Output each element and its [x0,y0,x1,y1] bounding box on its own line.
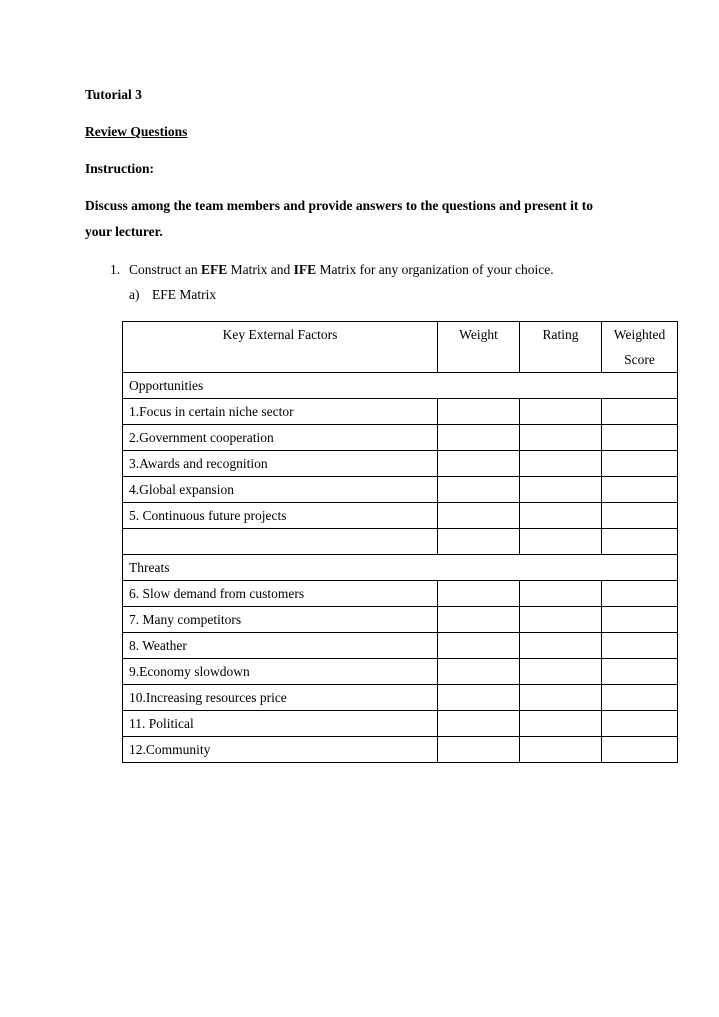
weight-cell[interactable] [438,736,520,762]
header-weighted-score-line1: Weighted [613,327,666,342]
question-text-part: Matrix for any organization of your choice. [316,262,554,277]
instruction-text-line2: your lecturer. [85,224,163,239]
weighted-score-cell[interactable] [602,684,678,710]
factor-cell: 12.Community [123,736,438,762]
rating-cell[interactable] [520,658,602,684]
weight-cell[interactable] [438,710,520,736]
factor-cell: 9.Economy slowdown [123,658,438,684]
question-number: 1. [110,262,121,277]
table-row [123,710,678,736]
rating-cell[interactable] [520,451,602,477]
table-row [123,503,678,529]
weight-cell[interactable] [438,399,520,425]
rating-cell[interactable] [520,632,602,658]
weighted-score-cell[interactable] [602,710,678,736]
weight-cell[interactable] [438,477,520,503]
subquestion-a [129,287,216,303]
factor-cell: 7. Many competitors [123,606,438,632]
rating-cell[interactable] [520,736,602,762]
rating-cell[interactable] [520,425,602,451]
weighted-score-cell[interactable] [602,477,678,503]
weight-cell[interactable] [438,503,520,529]
factor-cell: 6. Slow demand from customers [123,580,438,606]
tutorial-title: Tutorial 3 [85,87,142,102]
instruction-text-line1: Discuss among the team members and provide answers to the questions and present it to [85,198,594,213]
rating-cell[interactable] [520,477,602,503]
subquestion-letter: a) [129,287,140,302]
table-row [123,477,678,503]
rating-cell[interactable] [520,684,602,710]
weighted-score-cell[interactable] [602,529,678,555]
question-text-part: Construct an [129,262,201,277]
weight-cell[interactable] [438,425,520,451]
weight-cell[interactable] [438,451,520,477]
weighted-score-cell[interactable] [602,580,678,606]
weighted-score-cell[interactable] [602,399,678,425]
rating-cell[interactable] [520,710,602,736]
factor-cell: 10.Increasing resources price [123,684,438,710]
question-1 [110,262,554,278]
weight-cell[interactable] [438,606,520,632]
factor-cell[interactable] [123,529,438,555]
weight-cell[interactable] [438,658,520,684]
weighted-score-cell[interactable] [602,658,678,684]
header-weighted-score-line2: Score [624,352,655,367]
subquestion-text: EFE Matrix [152,287,217,302]
weighted-score-cell[interactable] [602,503,678,529]
efe-matrix-table [122,321,678,763]
header-rating: Rating [520,322,602,373]
rating-cell[interactable] [520,503,602,529]
factor-cell: 5. Continuous future projects [123,503,438,529]
factor-cell: 4.Global expansion [123,477,438,503]
table-row [123,684,678,710]
table-row [123,632,678,658]
factor-cell: 2.Government cooperation [123,425,438,451]
header-weighted-score [602,322,678,373]
section-title: Review Questions [85,124,188,139]
table-row [123,736,678,762]
rating-cell[interactable] [520,580,602,606]
section-label-opportunities: Opportunities [123,373,678,399]
rating-cell[interactable] [520,529,602,555]
table-row [123,399,678,425]
table-row [123,580,678,606]
question-bold-efe: EFE [201,262,228,277]
section-row-threats [123,554,678,580]
header-weight: Weight [438,322,520,373]
factor-cell: 8. Weather [123,632,438,658]
table-row [123,425,678,451]
factor-cell: 3.Awards and recognition [123,451,438,477]
question-bold-ife: IFE [293,262,317,277]
table-header-row [123,322,678,373]
factor-cell: 11. Political [123,710,438,736]
rating-cell[interactable] [520,606,602,632]
section-label-threats: Threats [123,554,678,580]
factor-cell: 1.Focus in certain niche sector [123,399,438,425]
rating-cell[interactable] [520,399,602,425]
table-row [123,451,678,477]
weighted-score-cell[interactable] [602,736,678,762]
instruction-label: Instruction: [85,161,155,176]
weight-cell[interactable] [438,529,520,555]
weighted-score-cell[interactable] [602,451,678,477]
table-row-empty [123,529,678,555]
table-row [123,658,678,684]
question-text-part: Matrix and [227,262,294,277]
table-row [123,606,678,632]
weight-cell[interactable] [438,684,520,710]
weighted-score-cell[interactable] [602,425,678,451]
weighted-score-cell[interactable] [602,632,678,658]
section-row-opportunities [123,373,678,399]
weighted-score-cell[interactable] [602,606,678,632]
weight-cell[interactable] [438,580,520,606]
weight-cell[interactable] [438,632,520,658]
header-key-external-factors: Key External Factors [123,322,438,373]
